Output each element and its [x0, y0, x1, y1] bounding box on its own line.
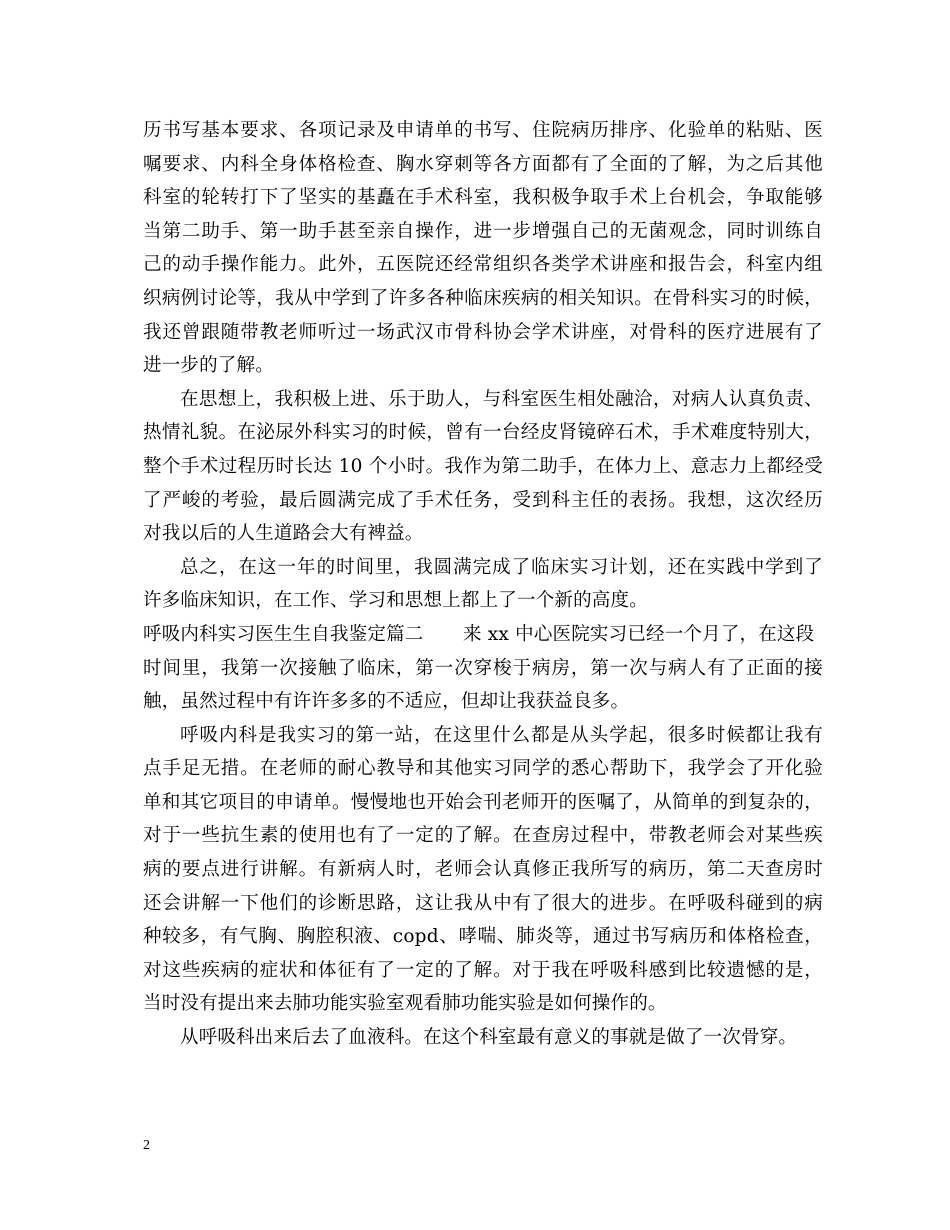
section-heading-line: [143, 618, 823, 652]
text-line: 种较多，有气胸、胸腔积液、copd、哮喘、肺炎等，通过书写病历和体格检查，: [143, 926, 823, 948]
text-line: 当时没有提出来去肺功能实验室观看肺功能实验是如何操作的。: [143, 993, 667, 1015]
text-line: 织病例讨论等，我从中学到了许多各种临床疾病的相关知识。在骨科实习的时候，: [143, 287, 823, 309]
paragraph: [143, 719, 823, 1021]
text-line: 对这些疾病的症状和体征有了一定的了解。对于我在呼吸科感到比较遗憾的是，: [143, 959, 823, 981]
text-line: 嘱要求、内科全身体格检查、胸水穿刺等各方面都有了全面的了解，为之后其他: [143, 153, 823, 175]
text-line: 还会讲解一下他们的诊断思路，这让我从中有了很大的进步。在呼吸科碰到的病: [143, 892, 823, 914]
text-fragment: 来 xx 中心医院实习已经一个月了，在这段: [463, 623, 815, 645]
text-line: 在思想上，我积极上进、乐于助人，与科室医生相处融洽，对病人认真负责、: [180, 388, 823, 410]
paragraph: [143, 1021, 823, 1055]
text-line: 历书写基本要求、各项记录及申请单的书写、住院病历排序、化验单的粘贴、医: [143, 120, 823, 141]
text-line: 整个手术过程历时长达 10 个小时。我作为第二助手，在体力上、意志力上都经受: [143, 455, 823, 477]
section-heading: 呼吸内科实习医生生自我鉴定篇二: [143, 623, 424, 645]
paragraph: [143, 114, 823, 383]
text-line: 时间里，我第一次接触了临床，第一次穿梭于病房，第一次与病人有了正面的接: [143, 657, 823, 679]
text-line: 单和其它项目的申请单。慢慢地也开始会刊老师开的医嘱了，从简单的到复杂的，: [143, 791, 823, 813]
text-line: 热情礼貌。在泌尿外科实习的时候，曾有一台经皮肾镜碎石术，手术难度特别大，: [143, 422, 823, 444]
text-line: 呼吸内科是我实习的第一站，在这里什么都是从头学起，很多时候都让我有: [180, 724, 823, 746]
page-number: 2: [143, 1138, 150, 1153]
text-line: 了严峻的考验，最后圆满完成了手术任务，受到科主任的表扬。我想，这次经历: [143, 489, 823, 511]
text-line: 点手足无措。在老师的耐心教导和其他实习同学的悉心帮助下，我学会了开化验: [143, 758, 823, 780]
text-line: 己的动手操作能力。此外，五医院还经常组织各类学术讲座和报告会，科室内组: [143, 254, 823, 276]
text-line: 进一步的了解。: [143, 355, 274, 377]
text-line: 当第二助手、第一助手甚至亲自操作，进一步增强自己的无菌观念，同时训练自: [143, 220, 823, 242]
text-line: 科室的轮转打下了坚实的基矗在手术科室，我积极争取手术上台机会，争取能够: [143, 187, 823, 209]
text-line: 触，虽然过程中有许许多多的不适应，但却让我获益良多。: [143, 691, 630, 713]
text-line: 我还曾跟随带教老师听过一场武汉市骨科协会学术讲座，对骨科的医疗进展有了: [143, 321, 823, 343]
paragraph: [143, 551, 823, 618]
document-body: [143, 114, 823, 1055]
paragraph: [143, 383, 823, 551]
section-two: [143, 618, 823, 719]
text-line: 许多临床知识，在工作、学习和思想上都上了一个新的高度。: [143, 590, 648, 612]
text-line: 从呼吸科出来后去了血液科。在这个科室最有意义的事就是做了一次骨穿。: [180, 1027, 798, 1049]
text-line: 病的要点进行讲解。有新病人时，老师会认真修正我所写的病历，第二天查房时: [143, 859, 823, 881]
text-line: 对于一些抗生素的使用也有了一定的了解。在查房过程中，带教老师会对某些疾: [143, 825, 823, 847]
text-line: 对我以后的人生道路会大有裨益。: [143, 523, 424, 545]
text-line: 总之，在这一年的时间里，我圆满完成了临床实习计划，还在实践中学到了: [180, 556, 823, 578]
